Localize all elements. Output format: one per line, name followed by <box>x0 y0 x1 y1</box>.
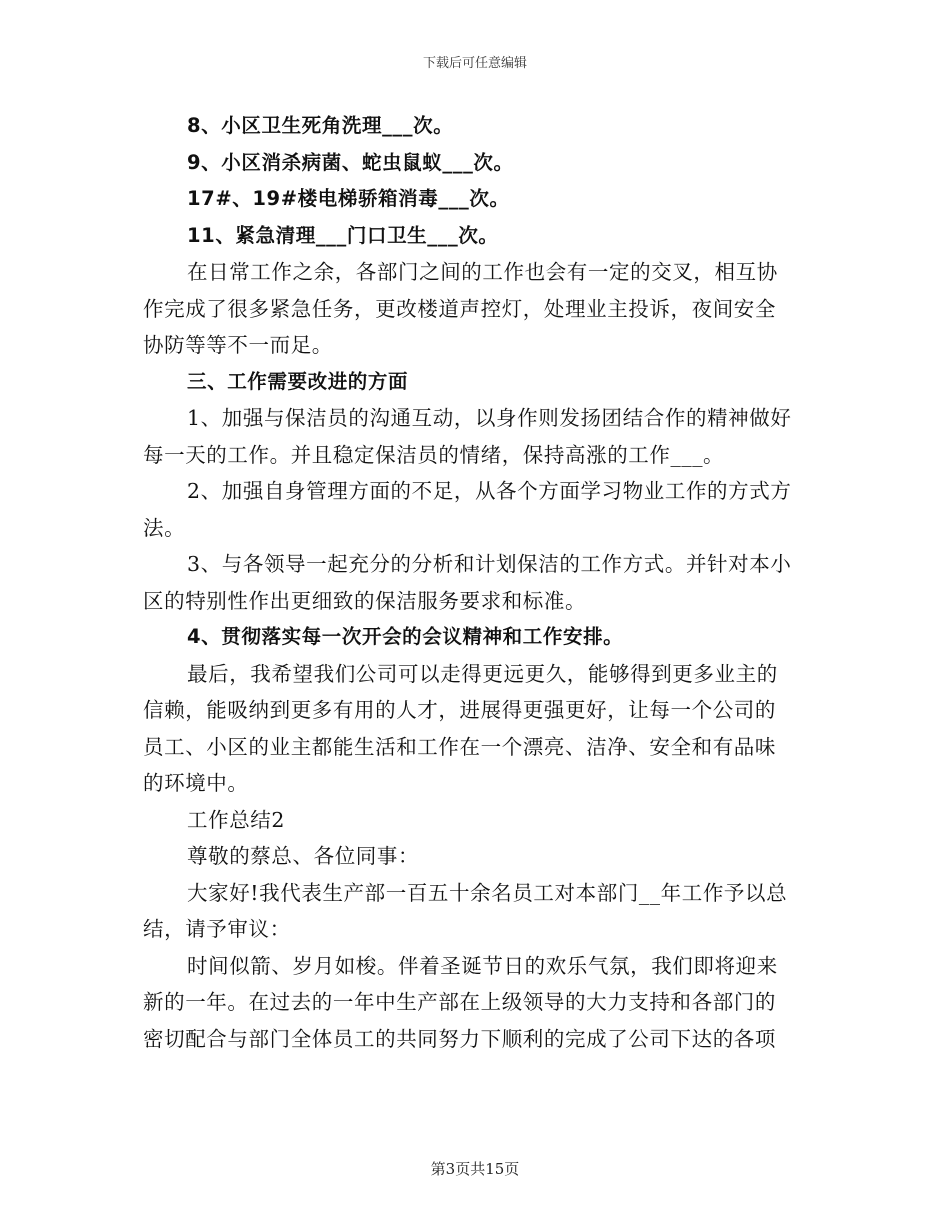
paragraph-line: 结，请予审议： <box>143 917 291 941</box>
paragraph-line: 协防等等不一而足。 <box>143 333 333 357</box>
salutation: 尊敬的蔡总、各位同事： <box>187 844 420 868</box>
paragraph-line: 新的一年。在过去的一年中生产部在上级领导的大力支持和各部门的 <box>143 990 776 1014</box>
list-item: 8、小区卫生死角洗理___次。 <box>187 114 454 137</box>
paragraph-line: 员工、小区的业主都能生活和工作在一个漂亮、洁净、安全和有品味 <box>143 734 776 759</box>
paragraph-line: 密切配合与部门全体员工的共同努力下顺利的完成了公司下达的各项 <box>143 1026 776 1051</box>
paragraph-line: 作完成了很多紧急任务，更改楼道声控灯，处理业主投诉，夜间安全 <box>143 296 776 321</box>
list-item: 4、贯彻落实每一次开会的会议精神和工作安排。 <box>187 625 624 648</box>
paragraph-line: 区的特别性作出更细致的保洁服务要求和标准。 <box>143 588 587 613</box>
paragraph-line: 大家好!我代表生产部一百五十余名员工对本部门__年工作予以总 <box>187 880 788 905</box>
paragraph-line: 1、加强与保洁员的沟通互动，以身作则发扬团结合作的精神做好 <box>187 406 792 430</box>
paragraph-line: 信赖，能吸纳到更多有用的人才，进展得更强更好，让每一个公司的 <box>143 698 776 722</box>
paragraph-line: 时间似箭、岁月如梭。伴着圣诞节日的欢乐气氛，我们即将迎来 <box>187 953 778 978</box>
page-footer: 第3页共15页 <box>430 1160 520 1178</box>
paragraph-line: 2、加强自身管理方面的不足，从各个方面学习物业工作的方式方 <box>187 479 792 503</box>
section-heading: 三、工作需要改进的方面 <box>187 369 409 393</box>
page-header: 下载后可任意编辑 <box>422 56 527 71</box>
paragraph-line: 法。 <box>143 515 186 540</box>
section-title: 工作总结2 <box>187 807 286 832</box>
list-item: 11、紧急清理___门口卫生___次。 <box>187 223 499 247</box>
paragraph-line: 的环境中。 <box>143 771 249 795</box>
paragraph-line: 在日常工作之余，各部门之间的工作也会有一定的交叉，相互协 <box>187 260 778 284</box>
document-body <box>143 108 808 1057</box>
list-item: 17#、19#楼电梯骄箱消毒___次。 <box>187 187 510 210</box>
paragraph-line: 3、与各领导一起充分的分析和计划保洁的工作方式。并针对本小 <box>187 552 792 576</box>
paragraph-line: 最后，我希望我们公司可以走得更远更久，能够得到更多业主的 <box>187 661 778 686</box>
paragraph-line: 每一天的工作。并且稳定保洁员的情绪，保持高涨的工作___。 <box>143 442 725 467</box>
list-item: 9、小区消杀病菌、蛇虫鼠蚁___次。 <box>187 150 514 174</box>
